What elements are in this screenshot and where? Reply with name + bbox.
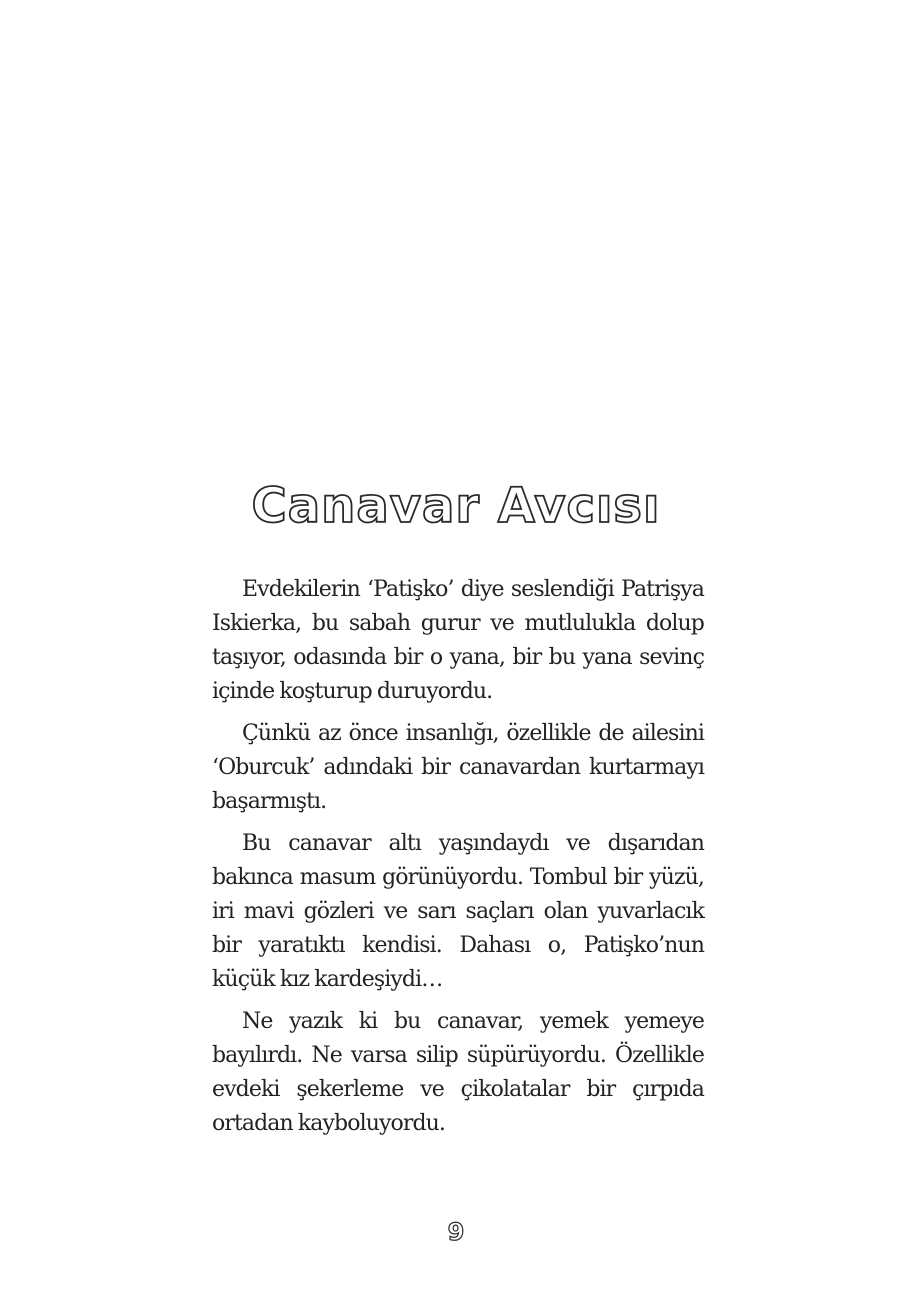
paragraph: Bu canavar altı yaşındaydı ve dışarıdan bakınca masum görünüyordu. Tombul bir yüzü, iri mavi gözleri ve sarı saçları olan yuvarlacık bir yaratıktı kendisi. Dahası o, Patişko’nun küçük kız kardeşiydi… bbox=[212, 831, 704, 992]
chapter-body bbox=[212, 573, 704, 1149]
paragraph: Evdekilerin ‘Patişko’ diye seslendiği Patrişya Iskierka, bu sabah gurur ve mutlulukla dolup taşıyor, odasında bir o yana, bir bu yana sevinç içinde koşturup duruyordu. bbox=[212, 577, 704, 704]
paragraph: Ne yazık ki bu canavar, yemek yemeye bayılırdı. Ne varsa silip süpürüyordu. Özellikle evdeki şekerleme ve çikolatalar bir çırpıda ortadan kayboluyordu. bbox=[212, 1009, 704, 1136]
chapter-title: Canavar Avcısı bbox=[251, 478, 661, 534]
paragraph: Çünkü az önce insanlığı, özellikle de ailesini ‘Oburcuk’ adındaki bir canavardan kurtarmayı başarmıştı. bbox=[212, 721, 704, 814]
page-number: 9 bbox=[447, 1218, 465, 1246]
